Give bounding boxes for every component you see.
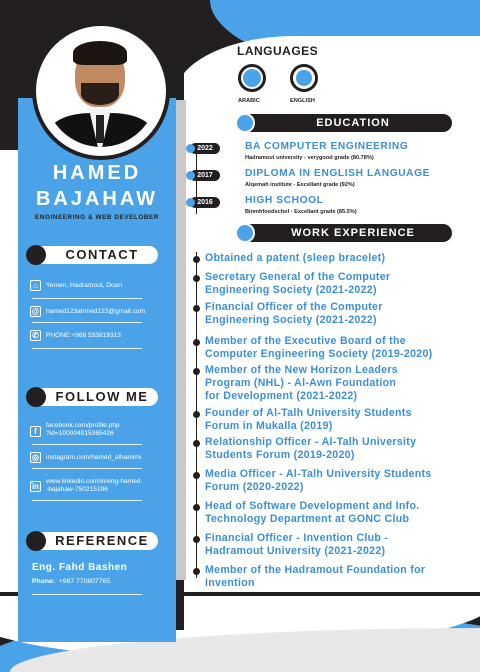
profile-title: ENGINEERING & WEB DEVELOBER	[35, 214, 159, 221]
divider	[32, 444, 142, 445]
bullet-icon	[193, 411, 200, 418]
edu-year: 2022	[190, 143, 220, 154]
bullet-icon	[235, 113, 255, 133]
divider	[32, 594, 142, 595]
reference-heading: REFERENCE	[28, 532, 158, 550]
work-item: Member of the New Horizon Leaders Program (NHL) - Al-Awn Foundation for Development (2021-2022)	[205, 364, 398, 402]
language-label: ENGLISH	[290, 98, 315, 104]
contact-heading: CONTACT	[28, 246, 158, 264]
divider	[32, 348, 142, 349]
language-label: ARABIC	[238, 98, 260, 104]
first-name: HAMED	[52, 162, 142, 184]
follow-heading: FOLLOW ME	[28, 388, 158, 406]
bullet-icon	[193, 368, 200, 375]
language-level-english	[290, 64, 318, 92]
work-heading: WORK EXPERIENCE	[238, 224, 452, 242]
facebook-icon: f	[30, 426, 41, 437]
linkedin-icon: in	[31, 482, 40, 491]
sidebar-shadow	[176, 100, 186, 580]
divider	[32, 500, 142, 501]
bullet-icon	[193, 440, 200, 447]
reference-phone: Phone: +967 770807765	[32, 578, 111, 585]
phone-icon: ✆	[30, 330, 41, 341]
edu-subtitle: Hadramout university - verygood grade (80.78%)	[245, 155, 374, 161]
divider	[32, 468, 142, 469]
edu-subtitle: Binmhfoodschol - Excellant grade (85.5%)	[245, 209, 357, 215]
reference-name: Eng. Fahd Bashen	[32, 562, 128, 573]
bullet-icon	[193, 568, 200, 575]
work-item: Relationship Officer - Al-Talh University Students Forum (2019-2020)	[205, 436, 417, 461]
bullet-icon	[193, 275, 200, 282]
profile-photo-frame	[32, 22, 170, 160]
divider	[32, 298, 142, 299]
education-heading: EDUCATION	[238, 114, 452, 132]
language-level-arabic	[238, 64, 266, 92]
languages-heading: LANGUAGES	[237, 44, 319, 58]
email-icon: @	[31, 307, 40, 316]
work-item: Obtained a patent (sleep bracelet)	[205, 252, 386, 264]
work-item: Head of Software Development and Info. Technology Department at GONC Club	[205, 500, 420, 525]
divider	[32, 322, 142, 323]
work-item: Financial Officer of the Computer Engineering Society (2021-2022)	[205, 301, 383, 326]
bullet-icon	[193, 305, 200, 312]
bullet-icon	[193, 472, 200, 479]
edu-subtitle: Alqemah institute - Excellant grade (92%)	[245, 182, 355, 188]
work-item: Member of the Executive Board of the Computer Engineering Society (2019-2020)	[205, 335, 433, 360]
instagram-icon: ◎	[30, 452, 41, 463]
edu-year: 2016	[190, 197, 220, 208]
bullet-icon	[193, 339, 200, 346]
last-name: BAJAHAW	[35, 188, 159, 210]
profile-photo	[45, 35, 157, 147]
work-item: Media Officer - Al-Talh University Students Forum (2020-2022)	[205, 468, 432, 493]
profile-name	[18, 160, 176, 212]
bullet-icon	[193, 504, 200, 511]
work-item: Financial Officer - Invention Club - Hadramout University (2021-2022)	[205, 532, 389, 557]
edu-title: BA COMPUTER ENGINEERING	[245, 141, 409, 152]
edu-title: HIGH SCHOOL	[245, 195, 324, 206]
edu-title: DIPLOMA IN ENGLISH LANGUAGE	[245, 168, 431, 179]
work-item: Secretary General of the Computer Engineering Society (2021-2022)	[205, 271, 391, 296]
bullet-icon	[193, 256, 200, 263]
bullet-icon	[193, 536, 200, 543]
bullet-icon	[235, 223, 255, 243]
work-item: Founder of Al-Talh University Students Forum in Mukalla (2019)	[205, 407, 412, 432]
work-item: Member of the Hadramout Foundation for Invention	[205, 564, 426, 589]
edu-year: 2017	[190, 170, 220, 181]
home-icon: ⌂	[30, 280, 41, 291]
